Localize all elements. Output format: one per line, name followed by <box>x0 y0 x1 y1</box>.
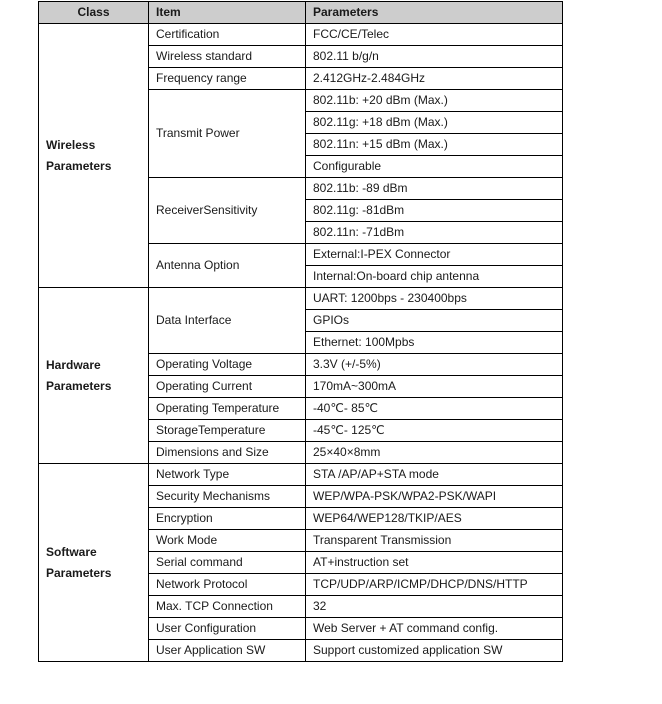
value-cell: GPIOs <box>306 310 563 332</box>
header-row <box>39 2 563 24</box>
item-cell: Max. TCP Connection <box>149 596 306 618</box>
value-cell: Internal:On-board chip antenna <box>306 266 563 288</box>
header-item: Item <box>149 2 306 24</box>
item-cell: Operating Voltage <box>149 354 306 376</box>
value-cell: -45℃- 125℃ <box>306 420 563 442</box>
class-label: Parameters <box>46 565 112 580</box>
item-cell: StorageTemperature <box>149 420 306 442</box>
table-row <box>39 24 563 46</box>
class-label: Parameters <box>46 158 112 173</box>
value-cell: 802.11g: -81dBm <box>306 200 563 222</box>
value-cell: 802.11n: -71dBm <box>306 222 563 244</box>
class-label: Software <box>46 544 97 559</box>
value-cell: WEP/WPA-PSK/WPA2-PSK/WAPI <box>306 486 563 508</box>
item-cell: Security Mechanisms <box>149 486 306 508</box>
value-cell: 802.11n: +15 dBm (Max.) <box>306 134 563 156</box>
value-cell: 802.11 b/g/n <box>306 46 563 68</box>
table-row <box>39 288 563 310</box>
item-cell: Data Interface <box>149 288 306 354</box>
item-cell: Wireless standard <box>149 46 306 68</box>
value-cell: Web Server + AT command config. <box>306 618 563 640</box>
item-cell: Transmit Power <box>149 90 306 178</box>
item-cell: Network Protocol <box>149 574 306 596</box>
value-cell: Support customized application SW <box>306 640 563 662</box>
value-cell: 802.11b: +20 dBm (Max.) <box>306 90 563 112</box>
value-cell: Ethernet: 100Mpbs <box>306 332 563 354</box>
value-cell: TCP/UDP/ARP/ICMP/DHCP/DNS/HTTP <box>306 574 563 596</box>
item-cell: User Configuration <box>149 618 306 640</box>
spec-table <box>38 1 563 662</box>
value-cell: External:I-PEX Connector <box>306 244 563 266</box>
value-cell: 170mA~300mA <box>306 376 563 398</box>
item-cell: User Application SW <box>149 640 306 662</box>
header-parameters: Parameters <box>306 2 563 24</box>
item-cell: Operating Temperature <box>149 398 306 420</box>
header-class: Class <box>39 2 149 24</box>
class-label: Parameters <box>46 378 112 393</box>
item-cell: ReceiverSensitivity <box>149 178 306 244</box>
value-cell: STA /AP/AP+STA mode <box>306 464 563 486</box>
value-cell: AT+instruction set <box>306 552 563 574</box>
value-cell: 32 <box>306 596 563 618</box>
class-wireless <box>39 24 149 288</box>
value-cell: Configurable <box>306 156 563 178</box>
item-cell: Work Mode <box>149 530 306 552</box>
value-cell: UART: 1200bps - 230400bps <box>306 288 563 310</box>
item-cell: Serial command <box>149 552 306 574</box>
class-label: Wireless <box>46 137 96 152</box>
item-cell: Frequency range <box>149 68 306 90</box>
value-cell: Transparent Transmission <box>306 530 563 552</box>
item-cell: Dimensions and Size <box>149 442 306 464</box>
item-cell: Antenna Option <box>149 244 306 288</box>
value-cell: WEP64/WEP128/TKIP/AES <box>306 508 563 530</box>
value-cell: FCC/CE/Telec <box>306 24 563 46</box>
value-cell: 802.11g: +18 dBm (Max.) <box>306 112 563 134</box>
class-label: Hardware <box>46 357 101 372</box>
item-cell: Encryption <box>149 508 306 530</box>
value-cell: 2.412GHz-2.484GHz <box>306 68 563 90</box>
class-hardware <box>39 288 149 464</box>
value-cell: 25×40×8mm <box>306 442 563 464</box>
item-cell: Operating Current <box>149 376 306 398</box>
item-cell: Network Type <box>149 464 306 486</box>
item-cell: Certification <box>149 24 306 46</box>
value-cell: -40℃- 85℃ <box>306 398 563 420</box>
value-cell: 802.11b: -89 dBm <box>306 178 563 200</box>
class-software <box>39 464 149 662</box>
table-row <box>39 464 563 486</box>
value-cell: 3.3V (+/-5%) <box>306 354 563 376</box>
